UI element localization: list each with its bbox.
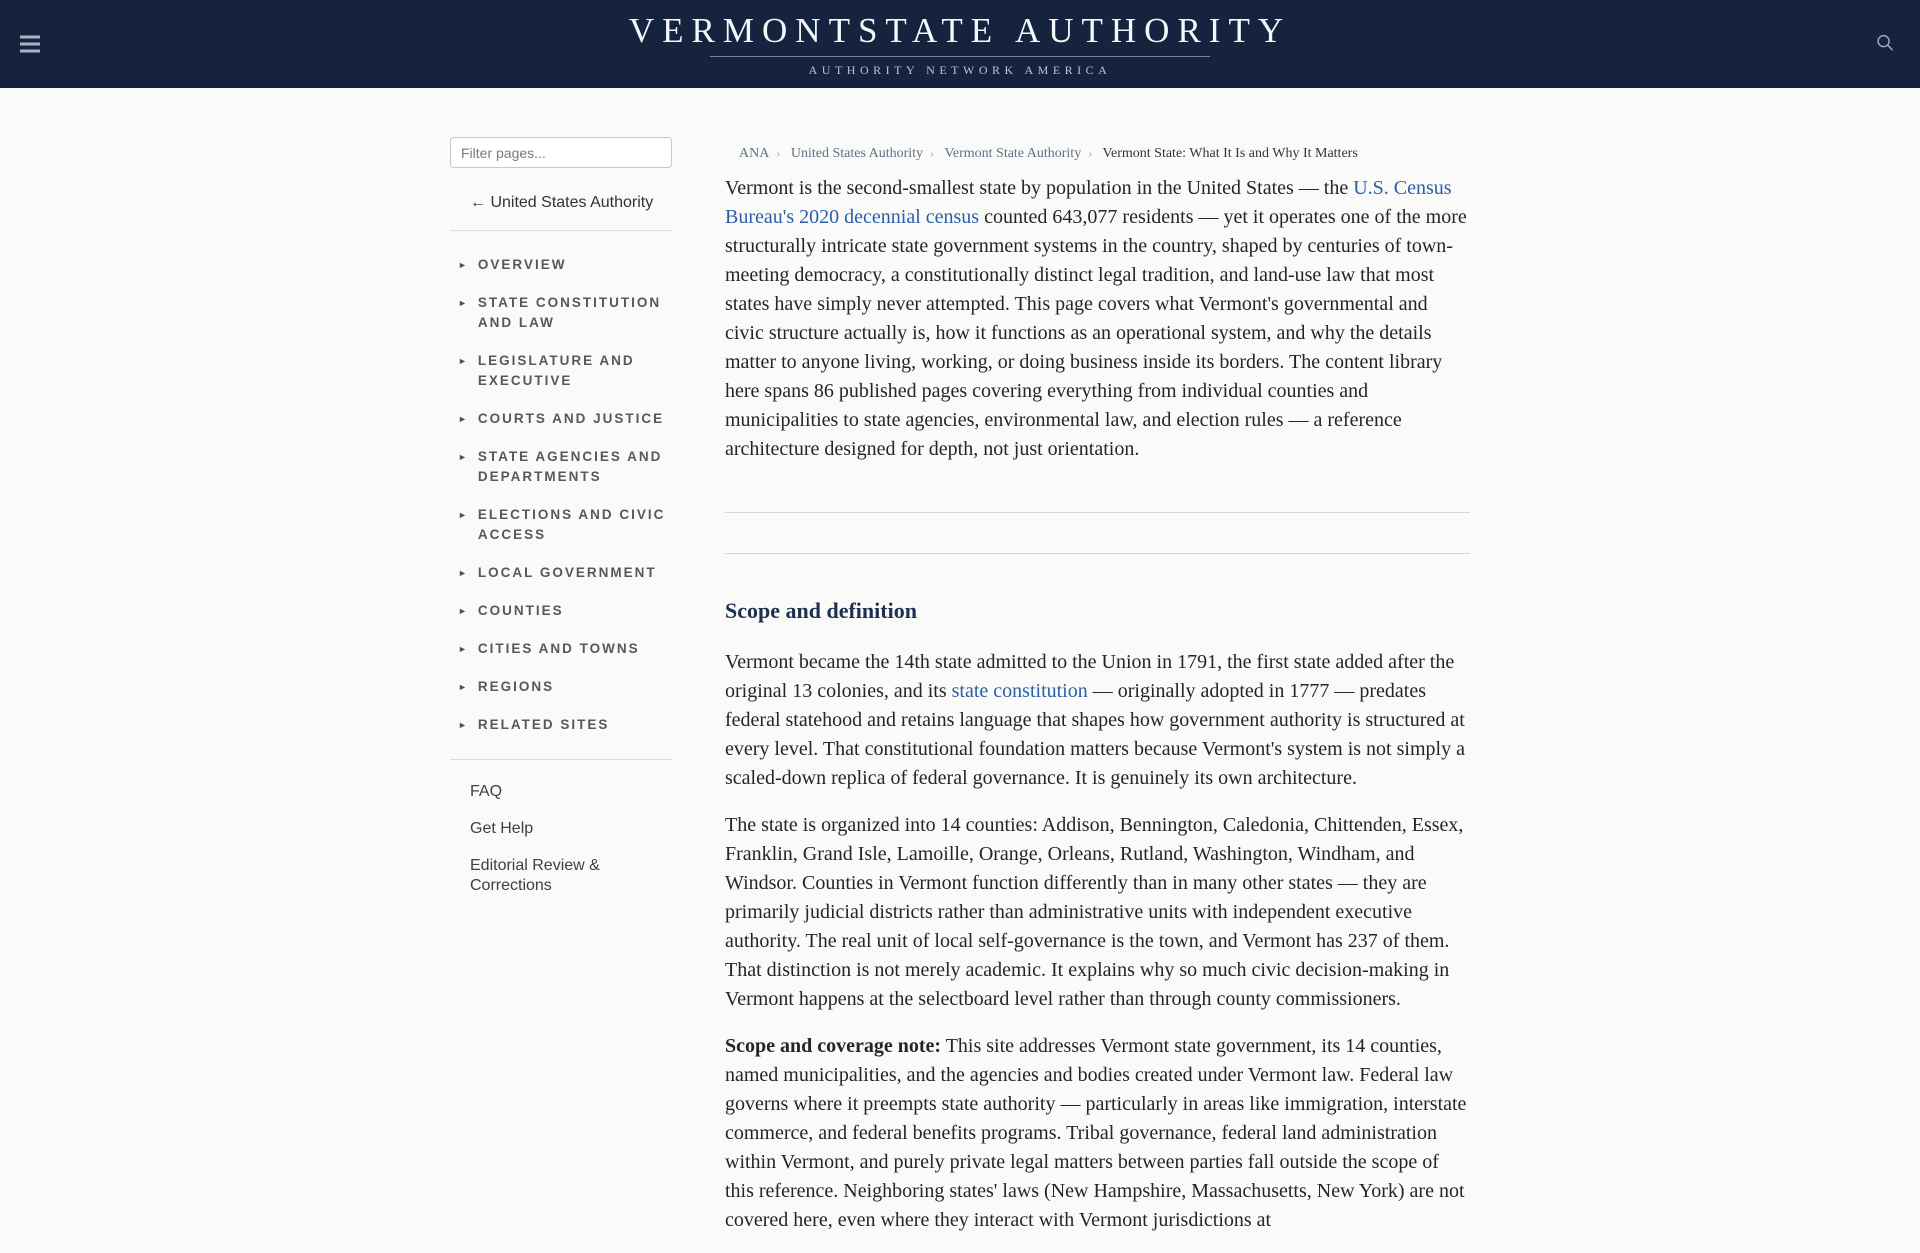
- sidebar-section-label: OVERVIEW: [477, 257, 567, 272]
- paragraph: [725, 1032, 1470, 1235]
- sidebar-section-label: STATE AGENCIES AND DEPARTMENTS: [477, 449, 663, 484]
- sidebar-section-label: CITIES AND TOWNS: [477, 641, 640, 656]
- paragraph: [725, 811, 1470, 1014]
- breadcrumb-item: [791, 146, 941, 161]
- search-icon[interactable]: [1872, 30, 1898, 59]
- breadcrumb-item: [739, 146, 787, 161]
- breadcrumb: [739, 146, 1470, 162]
- triangle-collapsed-icon: ►: [458, 298, 467, 308]
- triangle-collapsed-icon: ►: [458, 356, 467, 366]
- menu-hamburger-icon[interactable]: [18, 28, 44, 61]
- header-branding: [629, 11, 1291, 78]
- page-body: [450, 88, 1470, 1253]
- section-break-rule: [725, 512, 1470, 513]
- breadcrumb-separator: ›: [776, 146, 781, 160]
- site-title: VERMONTSTATE AUTHORITY: [628, 10, 1292, 50]
- triangle-collapsed-icon: ►: [458, 568, 467, 578]
- paragraph: [725, 648, 1470, 793]
- sidebar-footer-link[interactable]: FAQ: [470, 783, 503, 800]
- text-segment: Vermont is the second-smallest state by population in the United States — the: [725, 177, 1354, 199]
- text-segment: — originally adopted in 1777 — predates federal statehood and retains language that shapes how government authority is structured at every level. That constitutional foundation matters because Vermont's system is not simply a scaled-down replica of federal governance. It is genuinely its own architecture.: [725, 680, 1465, 789]
- sidebar-section-label: COURTS AND JUSTICE: [477, 411, 665, 426]
- triangle-collapsed-icon: ►: [458, 260, 467, 270]
- section-heading: Scope and definition: [725, 598, 917, 623]
- breadcrumb-link[interactable]: Vermont State Authority: [944, 146, 1082, 161]
- triangle-collapsed-icon: ►: [458, 644, 467, 654]
- sidebar-section-item[interactable]: [450, 447, 672, 487]
- triangle-collapsed-icon: ►: [458, 452, 467, 462]
- sidebar-section-item[interactable]: [450, 293, 672, 333]
- breadcrumb-separator: ›: [930, 146, 935, 160]
- sidebar-footer-link[interactable]: Editorial Review & Corrections: [470, 857, 600, 894]
- sidebar-section-item[interactable]: [450, 351, 672, 391]
- sidebar-section-item[interactable]: [450, 715, 672, 735]
- sidebar-section-label: LOCAL GOVERNMENT: [477, 565, 657, 580]
- section-paragraphs: [725, 648, 1470, 1235]
- section-break-rule: [725, 553, 1470, 554]
- sidebar-section-list: [450, 255, 672, 735]
- sidebar-section-item[interactable]: [450, 677, 672, 697]
- triangle-collapsed-icon: ►: [458, 414, 467, 424]
- sidebar-section-item[interactable]: [450, 601, 672, 621]
- sidebar-section-label: COUNTIES: [477, 603, 564, 618]
- filter-pages-input[interactable]: [450, 137, 672, 168]
- sidebar-section-item[interactable]: [450, 639, 672, 659]
- back-to-parent-link[interactable]: ← United States Authority: [470, 194, 654, 211]
- sidebar-divider: [450, 759, 672, 760]
- triangle-collapsed-icon: ►: [458, 510, 467, 520]
- breadcrumb-link[interactable]: ANA: [739, 146, 770, 161]
- sidebar-section-label: STATE CONSTITUTION AND LAW: [477, 295, 662, 330]
- sidebar-section-label: ELECTIONS AND CIVIC ACCESS: [477, 507, 666, 542]
- site-header: [0, 0, 1920, 88]
- title-underline: [710, 56, 1210, 57]
- breadcrumb-current: Vermont State: What It Is and Why It Matters: [1102, 146, 1358, 161]
- sidebar-section-label: LEGISLATURE AND EXECUTIVE: [477, 353, 635, 388]
- breadcrumb-item: [944, 146, 1099, 161]
- sidebar-section-item[interactable]: [450, 505, 672, 545]
- site-subtitle: AUTHORITY NETWORK AMERICA: [808, 62, 1112, 77]
- sidebar-section-item[interactable]: [450, 255, 672, 275]
- inline-link[interactable]: U.S. Census Bureau's 2020 decennial census: [725, 177, 1452, 228]
- breadcrumb-link[interactable]: United States Authority: [790, 146, 924, 161]
- hamburger-bar: [20, 36, 40, 39]
- triangle-collapsed-icon: ►: [458, 682, 467, 692]
- inline-link[interactable]: state constitution: [951, 680, 1088, 702]
- sidebar-section-label: RELATED SITES: [477, 717, 610, 732]
- sidebar-section-label: REGIONS: [477, 679, 555, 694]
- sidebar-footer-link[interactable]: Get Help: [470, 820, 534, 837]
- breadcrumb-separator: ›: [1088, 146, 1093, 160]
- bold-text: Scope and coverage note:: [725, 1035, 942, 1057]
- sidebar-divider: [450, 230, 672, 231]
- sidebar-section-item[interactable]: [450, 409, 672, 429]
- sidebar: [450, 137, 672, 1253]
- hamburger-bar: [20, 50, 40, 53]
- triangle-collapsed-icon: ►: [458, 606, 467, 616]
- intro-paragraph: [725, 174, 1470, 464]
- text-segment: This site addresses Vermont state government, its 14 counties, named municipalities, and the agencies and bodies created under Vermont law. Federal law governs where it preempts state authority — particularly in areas like immigration, interstate commerce, and federal benefits programs. Tribal governance, federal land administration within Vermont, and purely private legal matters between parties fall outside the scope of this reference. Neighboring states' laws (New Hampshire, Massachusetts, New York) are not covered here, even where they interact with Vermont jurisdictions at: [725, 1035, 1467, 1231]
- text-segment: The state is organized into 14 counties: Addison, Bennington, Caledonia, Chittenden, Essex, Franklin, Grand Isle, Lamoille, Orange, Orleans, Rutland, Washington, Windham, and Windsor. Counties in Vermont function differently than in many other states — they are primarily judicial districts rather than administrative units with independent executive authority. The real unit of local self-governance is the town, and Vermont has 237 of them. That distinction is not merely academic. It explains why so much civic decision-making in Vermont happens at the selectboard level rather than through county commissioners.: [725, 814, 1464, 1010]
- sidebar-footer: [450, 759, 672, 896]
- hamburger-bar: [20, 43, 40, 46]
- text-segment: Vermont became the 14th state admitted to the Union in 1791, the first state added after the original 13 colonies, and its: [725, 651, 1455, 702]
- breadcrumb-links: [739, 146, 1102, 161]
- article-content: [725, 137, 1470, 1253]
- triangle-collapsed-icon: ►: [458, 720, 467, 730]
- sidebar-footer-links: [450, 782, 672, 896]
- sidebar-section-item[interactable]: [450, 563, 672, 583]
- text-segment: counted 643,077 residents — yet it operates one of the more structurally intricate state government systems in the country, shaped by centuries of town-meeting democracy, a constitutionally distinct legal tradition, and land-use law that most states have simply never attempted. This page covers what Vermont's governmental and civic structure actually is, how it functions as an operational system, and why the details matter to anyone living, working, or doing business inside its borders. The content library here spans 86 published pages covering everything from individual counties and municipalities to state agencies, environmental law, and election rules — a reference architecture designed for depth, not just orientation.: [725, 206, 1467, 460]
